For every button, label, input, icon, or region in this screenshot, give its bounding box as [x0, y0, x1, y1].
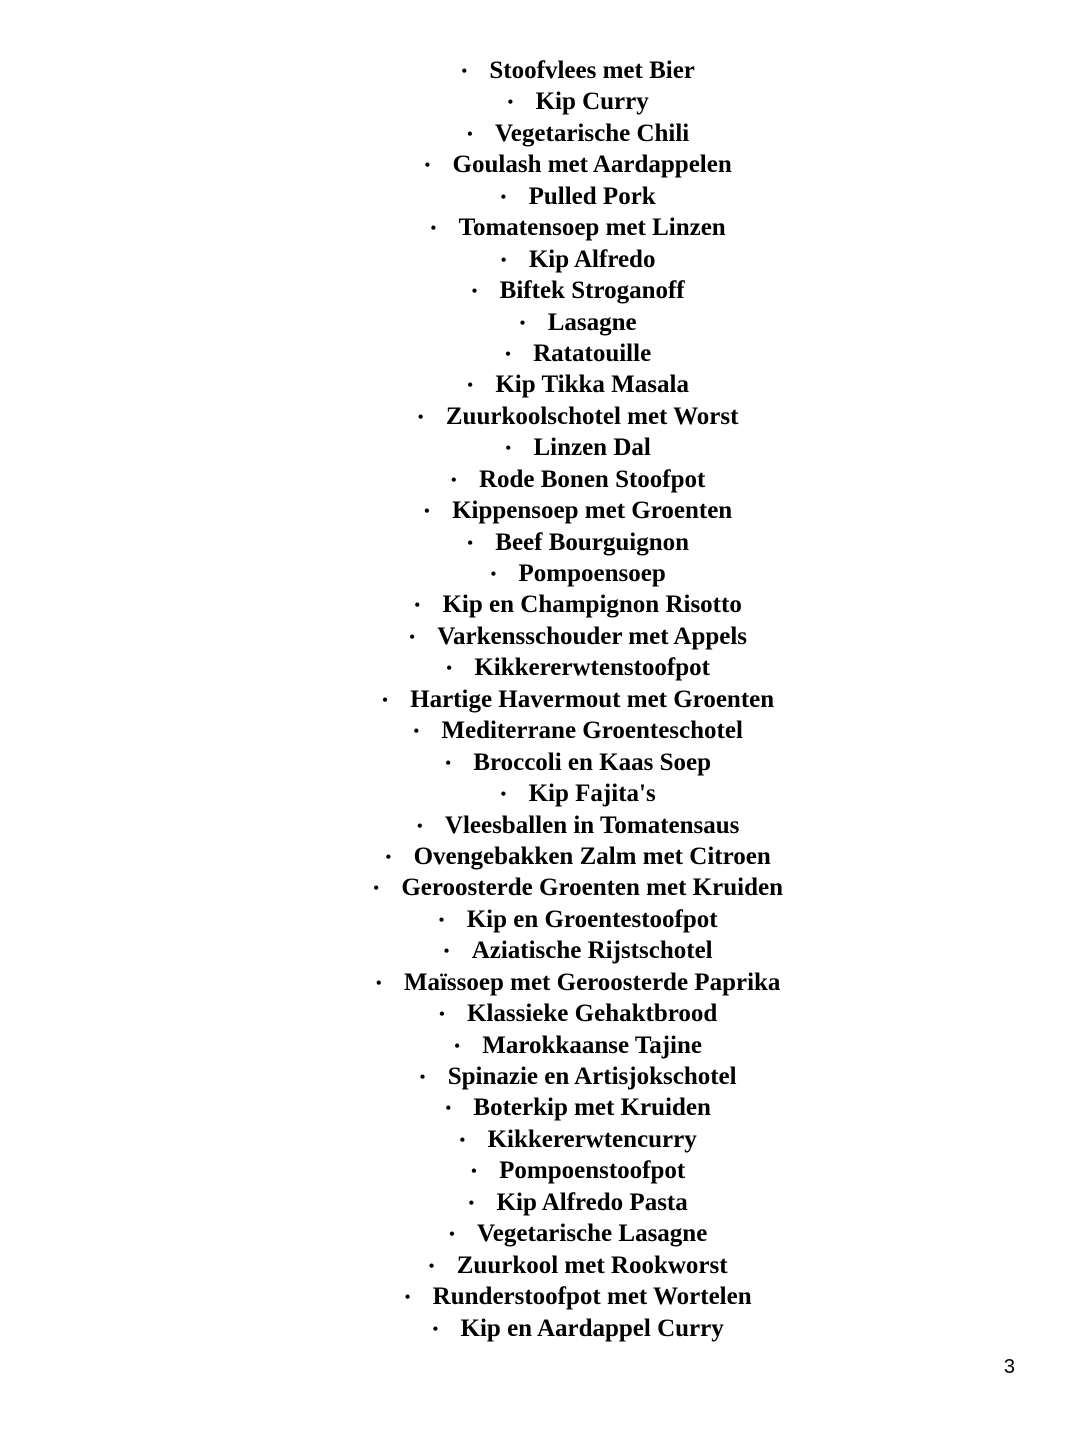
- list-item-label: Runderstoofpot met Wortelen: [432, 1283, 752, 1311]
- list-item: [0, 967, 1070, 998]
- list-item-label: Beef Bourguignon: [495, 528, 690, 556]
- list-item: [0, 1218, 1070, 1249]
- list-item-label: Zuurkoolschotel met Worst: [445, 402, 739, 430]
- list-item-label: Kip Tikka Masala: [495, 371, 689, 399]
- list-item-label: Kikkererwtenstoofpot: [474, 654, 710, 682]
- list-item-label: Klassieke Gehaktbrood: [467, 1000, 718, 1028]
- bullet-icon: •: [519, 312, 526, 333]
- bullet-icon: •: [467, 375, 474, 396]
- bullet-icon: •: [444, 752, 452, 773]
- list-item: [0, 747, 1070, 778]
- list-item: [0, 1250, 1070, 1281]
- list-item: [0, 778, 1070, 809]
- bullet-icon: •: [471, 281, 478, 302]
- bullet-icon: •: [466, 532, 474, 553]
- list-item: [0, 1155, 1070, 1186]
- list-item-label: Boterkip met Kruiden: [473, 1094, 711, 1122]
- bullet-icon: •: [468, 1192, 475, 1213]
- bullet-icon: •: [408, 626, 416, 647]
- list-item: [0, 338, 1070, 369]
- bullet-icon: •: [414, 595, 421, 616]
- list-item-label: Linzen Dal: [533, 434, 651, 462]
- list-item-label: Vleesballen in Tomatensaus: [444, 811, 740, 839]
- list-item: [0, 275, 1070, 306]
- list-item-label: Kippensoep met Groenten: [452, 497, 733, 525]
- list-item-label: Goulash met Aardappelen: [452, 151, 732, 179]
- list-item-label: Kip Curry: [535, 88, 649, 116]
- bullet-icon: •: [373, 878, 380, 899]
- list-item: [0, 212, 1070, 243]
- list-item-label: Kip en Groentestoofpot: [466, 905, 718, 933]
- bullet-icon: •: [446, 658, 453, 679]
- list-item-label: Kip en Aardappel Curry: [460, 1314, 724, 1342]
- list-item: [0, 1092, 1070, 1123]
- bullet-icon: •: [413, 721, 420, 742]
- list-item: [0, 432, 1070, 463]
- bullet-icon: •: [404, 1287, 411, 1308]
- list-item-label: Aziatische Rijstschotel: [471, 937, 713, 965]
- list-item: [0, 1313, 1070, 1344]
- list-item-label: Geroosterde Groenten met Kruiden: [401, 874, 783, 902]
- bullet-icon: •: [438, 909, 445, 930]
- bullet-icon: •: [416, 815, 423, 836]
- list-item: [0, 401, 1070, 432]
- list-item-label: Broccoli en Kaas Soep: [473, 748, 712, 776]
- list-item-label: Maïssoep met Geroosterde Paprika: [403, 968, 781, 996]
- list-item-label: Marokkaanse Tajine: [482, 1031, 703, 1059]
- bullet-icon: •: [438, 1004, 446, 1025]
- list-item: [0, 86, 1070, 117]
- bullet-icon: •: [470, 1161, 478, 1182]
- bullet-icon: •: [500, 186, 507, 207]
- list-item: [0, 1030, 1070, 1061]
- list-item-label: Kip Alfredo Pasta: [496, 1188, 688, 1216]
- list-item: [0, 369, 1070, 400]
- list-item-label: Spinazie en Artisjokschotel: [447, 1063, 737, 1090]
- bullet-icon: •: [430, 218, 437, 239]
- page-number: 3: [1003, 1356, 1015, 1378]
- list-item: [0, 55, 1070, 86]
- list-item-label: Kip Alfredo: [528, 245, 656, 273]
- bullet-icon: •: [490, 564, 497, 584]
- list-item-label: Pulled Pork: [528, 182, 656, 210]
- bullet-icon: •: [445, 1098, 452, 1119]
- list-item-label: Ovengebakken Zalm met Citroen: [413, 842, 771, 870]
- list-item: [0, 149, 1070, 180]
- list-item: [0, 872, 1070, 903]
- list-item-label: Rode Bonen Stoofpot: [478, 465, 706, 493]
- list-item-label: Kip Fajita's: [528, 780, 656, 808]
- recipe-list: [0, 55, 1070, 1344]
- list-item: [0, 810, 1070, 841]
- list-item-label: Ratatouille: [533, 339, 652, 367]
- list-item: [0, 307, 1070, 338]
- bullet-icon: •: [504, 343, 512, 364]
- list-item-label: Pompoenstoofpot: [499, 1157, 686, 1185]
- list-item-label: Varkensschouder met Appels: [437, 622, 748, 650]
- bullet-icon: •: [500, 249, 507, 270]
- bullet-icon: •: [448, 1224, 455, 1245]
- list-item: [0, 1061, 1070, 1092]
- list-item: [0, 841, 1070, 872]
- list-item-label: Lasagne: [547, 308, 637, 336]
- list-item: [0, 715, 1070, 746]
- bullet-icon: •: [417, 406, 424, 427]
- list-item-label: Mediterrane Groenteschotel: [441, 717, 743, 745]
- list-item-label: Hartige Havermout met Groenten: [410, 685, 775, 713]
- bullet-icon: •: [432, 1318, 439, 1339]
- bullet-icon: •: [375, 972, 382, 993]
- list-item: [0, 181, 1070, 212]
- list-item: [0, 904, 1070, 935]
- list-item-label: Kip en Champignon Risotto: [442, 591, 742, 619]
- bullet-icon: •: [507, 92, 514, 113]
- bullet-icon: •: [461, 61, 468, 81]
- bullet-icon: •: [450, 469, 457, 490]
- list-item: [0, 589, 1070, 620]
- list-item-label: Tomatensoep met Linzen: [458, 214, 726, 242]
- list-item: [0, 1124, 1070, 1155]
- list-item: [0, 935, 1070, 966]
- bullet-icon: •: [453, 1035, 461, 1056]
- bullet-icon: •: [419, 1067, 426, 1087]
- list-item-label: Vegetarische Lasagne: [477, 1220, 708, 1248]
- bullet-icon: •: [443, 941, 450, 962]
- list-item-label: Kikkererwtencurry: [487, 1125, 697, 1153]
- list-item: [0, 1281, 1070, 1312]
- list-item: [0, 621, 1070, 652]
- list-item: [0, 464, 1070, 495]
- list-item: [0, 1187, 1070, 1218]
- bullet-icon: •: [505, 438, 512, 459]
- bullet-icon: •: [423, 501, 431, 522]
- bullet-icon: •: [466, 123, 474, 144]
- bullet-icon: •: [459, 1129, 466, 1150]
- bullet-icon: •: [424, 155, 431, 176]
- list-item-label: Stoofvlees met Bier: [489, 57, 695, 84]
- list-item-label: Biftek Stroganoff: [499, 277, 685, 305]
- list-item-label: Zuurkool met Rookworst: [456, 1251, 728, 1279]
- list-item: [0, 527, 1070, 558]
- list-item-label: Pompoensoep: [518, 560, 666, 587]
- list-item: [0, 652, 1070, 683]
- list-item: [0, 684, 1070, 715]
- list-item: [0, 244, 1070, 275]
- list-item: [0, 998, 1070, 1029]
- bullet-icon: •: [385, 846, 392, 867]
- list-item: [0, 558, 1070, 589]
- bullet-icon: •: [381, 689, 389, 710]
- list-item-label: Vegetarische Chili: [495, 119, 690, 147]
- list-item: [0, 495, 1070, 526]
- bullet-icon: •: [500, 784, 507, 805]
- list-item: [0, 118, 1070, 149]
- bullet-icon: •: [428, 1255, 435, 1276]
